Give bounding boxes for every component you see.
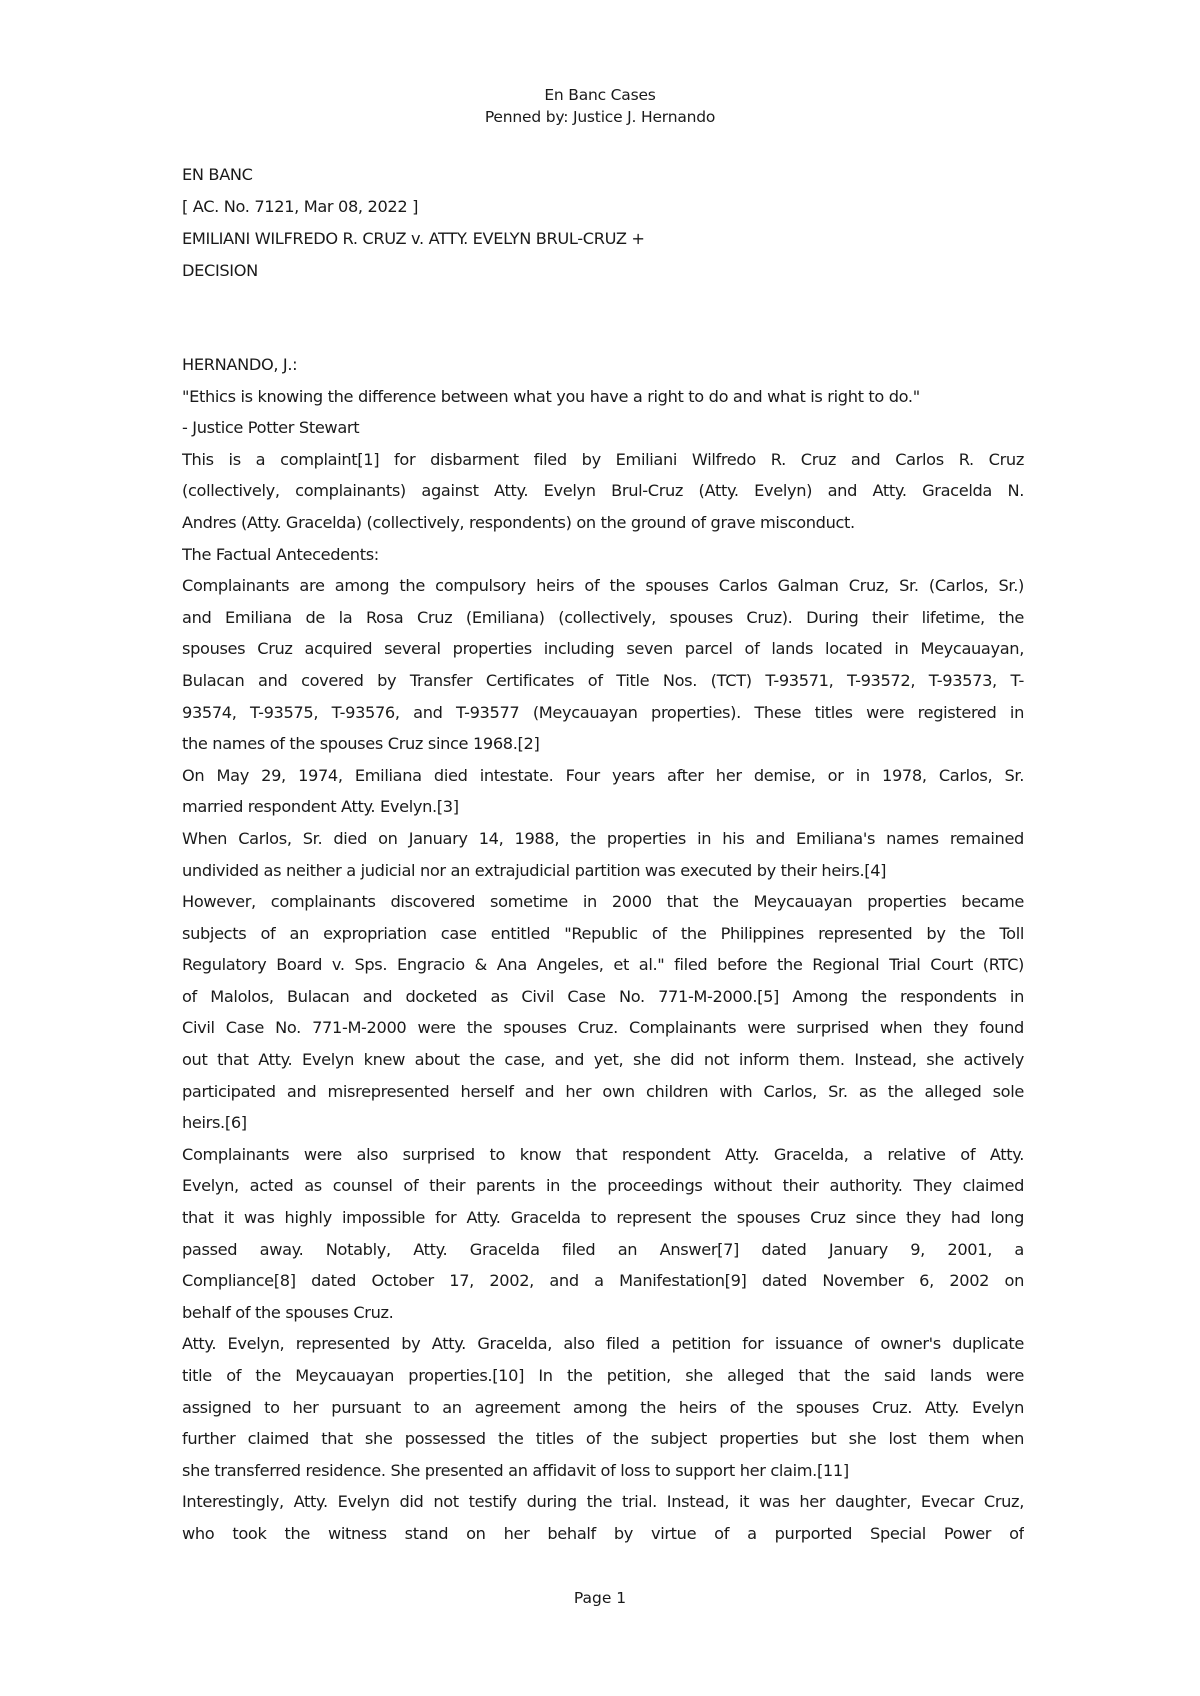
page-number: Page 1 xyxy=(573,1589,627,1607)
text-line: married respondent Atty. Evelyn.[3] xyxy=(182,797,459,817)
text-line: Regulatory Board v. Sps. Engracio & Ana Angeles, et al." filed before the Regional Trial Court (RTC) xyxy=(182,955,1024,975)
text-line: who took the witness stand on her behalf by virtue of a purported Special Power of xyxy=(182,1523,1024,1543)
page-footer xyxy=(0,1589,1200,1607)
header-penned-by: Penned by: Justice J. Hernando xyxy=(484,108,716,126)
text-line: HERNANDO, J.: xyxy=(182,355,298,374)
text-line: On May 29, 1974, Emiliana died intestate. Four years after her demise, or in 1978, Carlos, Sr. xyxy=(182,765,1024,785)
document-body xyxy=(182,159,1024,1550)
text-line: heirs.[6] xyxy=(182,1113,247,1133)
text-line: Complainants are among the compulsory heirs of the spouses Carlos Galman Cruz, Sr. (Carlos, Sr.) xyxy=(182,576,1024,596)
text-line: Interestingly, Atty. Evelyn did not testify during the trial. Instead, it was her daughter, Evecar Cruz, xyxy=(182,1492,1024,1512)
text-line: she transferred residence. She presented an affidavit of loss to support her claim.[11] xyxy=(182,1460,849,1480)
case-number: [ AC. No. 7121, Mar 08, 2022 ] xyxy=(182,197,419,216)
decision-text xyxy=(182,349,1024,1550)
text-line: Compliance[8] dated October 17, 2002, and a Manifestation[9] dated November 6, 2002 on xyxy=(182,1271,1024,1291)
text-line: that it was highly impossible for Atty. Gracelda to represent the spouses Cruz since they had long xyxy=(182,1208,1024,1228)
text-line: Bulacan and covered by Transfer Certificates of Title Nos. (TCT) T-93571, T-93572, T-93573, T- xyxy=(182,670,1024,690)
text-line: subjects of an expropriation case entitled "Republic of the Philippines represented by the Toll xyxy=(182,923,1024,943)
page-header xyxy=(0,84,1200,128)
text-line: (collectively, complainants) against Atty. Evelyn Brul-Cruz (Atty. Evelyn) and Atty. Gracelda N. xyxy=(182,481,1024,501)
text-line: undivided as neither a judicial nor an extrajudicial partition was executed by their heirs.[4] xyxy=(182,860,887,880)
header-collection-title: En Banc Cases xyxy=(544,86,656,104)
case-title: EMILIANI WILFREDO R. CRUZ v. ATTY. EVELYN BRUL-CRUZ + xyxy=(182,229,645,248)
document-type: DECISION xyxy=(182,261,258,280)
text-line: However, complainants discovered sometime in 2000 that the Meycauayan properties became xyxy=(182,892,1024,912)
text-line: Atty. Evelyn, represented by Atty. Gracelda, also filed a petition for issuance of owner's duplicate xyxy=(182,1334,1024,1354)
text-line: assigned to her pursuant to an agreement among the heirs of the spouses Cruz. Atty. Evelyn xyxy=(182,1397,1024,1417)
text-line: participated and misrepresented herself and her own children with Carlos, Sr. as the alleged sole xyxy=(182,1081,1024,1101)
text-line: the names of the spouses Cruz since 1968.[2] xyxy=(182,734,540,754)
text-line: "Ethics is knowing the difference between what you have a right to do and what is right to do." xyxy=(182,386,920,406)
text-line: further claimed that she possessed the titles of the subject properties but she lost them when xyxy=(182,1429,1024,1449)
text-line: 93574, T-93575, T-93576, and T-93577 (Meycauayan properties). These titles were registered in xyxy=(182,702,1024,722)
text-line: Andres (Atty. Gracelda) (collectively, respondents) on the ground of grave misconduct. xyxy=(182,512,855,532)
section-gap xyxy=(182,287,1024,349)
text-line: out that Atty. Evelyn knew about the case, and yet, she did not inform them. Instead, she actively xyxy=(182,1050,1024,1070)
text-line: Complainants were also surprised to know that respondent Atty. Gracelda, a relative of Atty. xyxy=(182,1144,1024,1164)
text-line: title of the Meycauayan properties.[10] In the petition, she alleged that the said lands were xyxy=(182,1366,1024,1385)
text-line: and Emiliana de la Rosa Cruz (Emiliana) (collectively, spouses Cruz). During their lifetime, the xyxy=(182,607,1024,627)
text-line: Civil Case No. 771-M-2000 were the spouses Cruz. Complainants were surprised when they found xyxy=(182,1018,1024,1038)
text-line: passed away. Notably, Atty. Gracelda filed an Answer[7] dated January 9, 2001, a xyxy=(182,1239,1024,1259)
court-division: EN BANC xyxy=(182,165,253,184)
text-line: behalf of the spouses Cruz. xyxy=(182,1302,394,1322)
text-line: This is a complaint[1] for disbarment filed by Emiliani Wilfredo R. Cruz and Carlos R. Cruz xyxy=(182,449,1024,469)
text-line: - Justice Potter Stewart xyxy=(182,418,360,438)
text-line: of Malolos, Bulacan and docketed as Civil Case No. 771-M-2000.[5] Among the respondents in xyxy=(182,986,1024,1006)
text-line: Evelyn, acted as counsel of their parents in the proceedings without their authority. They claimed xyxy=(182,1176,1024,1196)
text-line: When Carlos, Sr. died on January 14, 1988, the properties in his and Emiliana's names remained xyxy=(182,828,1024,848)
text-line: spouses Cruz acquired several properties including seven parcel of lands located in Meycauayan, xyxy=(182,639,1024,659)
text-line: The Factual Antecedents: xyxy=(182,544,379,564)
